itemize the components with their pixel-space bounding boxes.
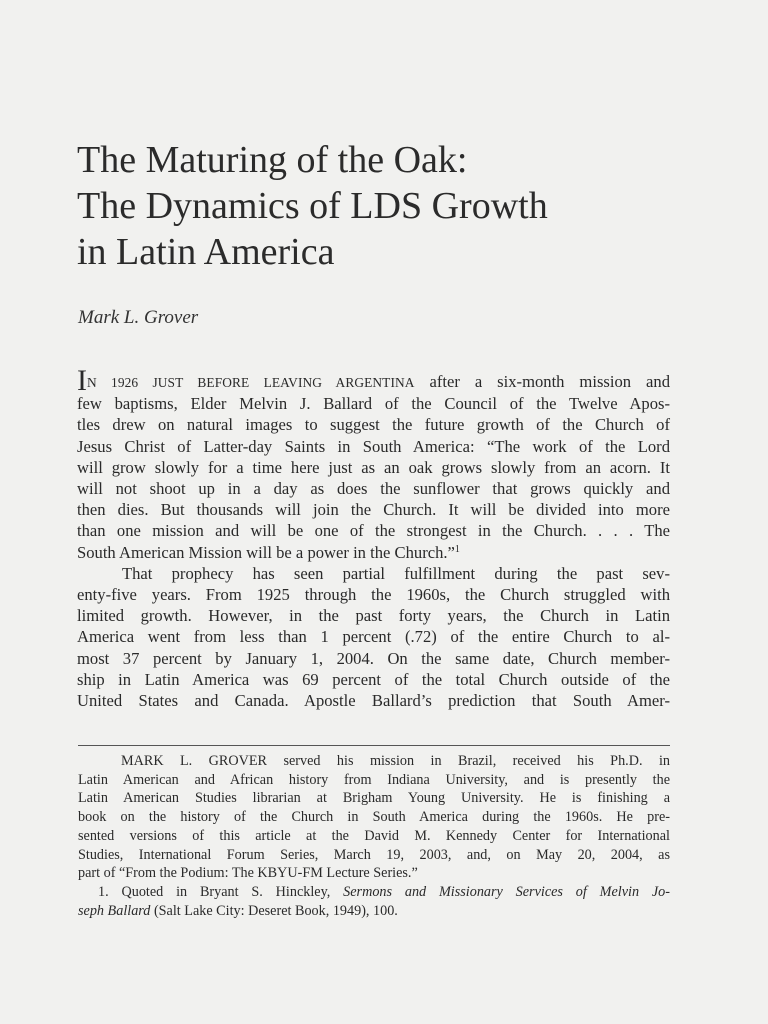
body-line: will not shoot up in a day as does the sunflower that grows quickly and [77, 479, 670, 499]
small-caps-opening: N 1926 JUST BEFORE LEAVING ARGENTINA [87, 375, 415, 390]
body-line: few baptisms, Elder Melvin J. Ballard of the Council of the Twelve Apos- [77, 394, 670, 414]
title-line-1: The Maturing of the Oak: [77, 139, 468, 181]
paragraph-1-last-line: South American Mission will be a power in the Church.” [77, 542, 455, 562]
body-line: then dies. But thousands will join the Church. It will be divided into more [77, 500, 670, 520]
footnote-1-book-title-end: seph Ballard [78, 902, 151, 919]
footnote-line: Latin American Studies librarian at Brigham Young University. He is finishing a [78, 790, 670, 807]
body-line: enty-five years. From 1925 through the 1960s, the Church struggled with [77, 585, 670, 605]
article-body [77, 364, 670, 711]
footnote-1-prefix: 1. Quoted in Bryant S. Hinckley, [98, 883, 344, 900]
footnote-1-book-title: Sermons and Missionary Services of Melvin Jo- [343, 883, 670, 900]
body-line: America went from less than 1 percent (.72) of the entire Church to al- [77, 627, 670, 647]
title-line-2: The Dynamics of LDS Growth [77, 185, 548, 227]
body-line: ship in Latin America was 69 percent of the total Church outside of the [77, 669, 670, 689]
footnote-1-publication: (Salt Lake City: Deseret Book, 1949), 100. [150, 902, 398, 919]
footnote-line: book on the history of the Church in South America during the 1960s. He pre- [78, 809, 670, 826]
footnote-1-continued [78, 902, 670, 921]
body-line: That prophecy has seen partial fulfillment during the past sev- [122, 563, 670, 583]
footnote-line: Latin American and African history from Indiana University, and is presently the [78, 771, 670, 788]
drop-cap: I [77, 364, 87, 397]
body-line-1-rest: after a six-month mission and [414, 372, 670, 391]
article-title [77, 137, 717, 275]
body-line: United States and Canada. Apostle Ballard’s prediction that South Amer- [77, 691, 670, 711]
body-line: limited growth. However, in the past forty years, the Church in Latin [77, 606, 670, 626]
footnotes [78, 752, 670, 920]
title-line-3: in Latin America [77, 231, 335, 273]
footnote-line: Studies, International Forum Series, March 19, 2003, and, on May 20, 2004, as [78, 846, 670, 863]
body-line: than one mission and will be one of the strongest in the Church. . . . The [77, 521, 670, 541]
body-line: most 37 percent by January 1, 2004. On the same date, Church member- [77, 648, 670, 668]
footnote-divider [78, 745, 670, 746]
footnote-1 [78, 883, 670, 902]
body-line: will grow slowly for a time here just as an oak grows slowly from an acorn. It [77, 457, 670, 477]
footnote-line: MARK L. GROVER served his mission in Brazil, received his Ph.D. in [121, 753, 670, 769]
footnote-line: part of “From the Podium: The KBYU-FM Lecture Series.” [78, 865, 418, 882]
footnote-line: sented versions of this article at the David M. Kennedy Center for International [78, 827, 670, 844]
body-line: Jesus Christ of Latter-day Saints in South America: “The work of the Lord [77, 436, 670, 456]
author-name: Mark L. Grover [78, 307, 199, 328]
body-line: tles drew on natural images to suggest the future growth of the Church of [77, 415, 670, 435]
footnote-ref: 1 [454, 543, 460, 555]
body-line [77, 542, 670, 563]
body-line [77, 364, 670, 397]
